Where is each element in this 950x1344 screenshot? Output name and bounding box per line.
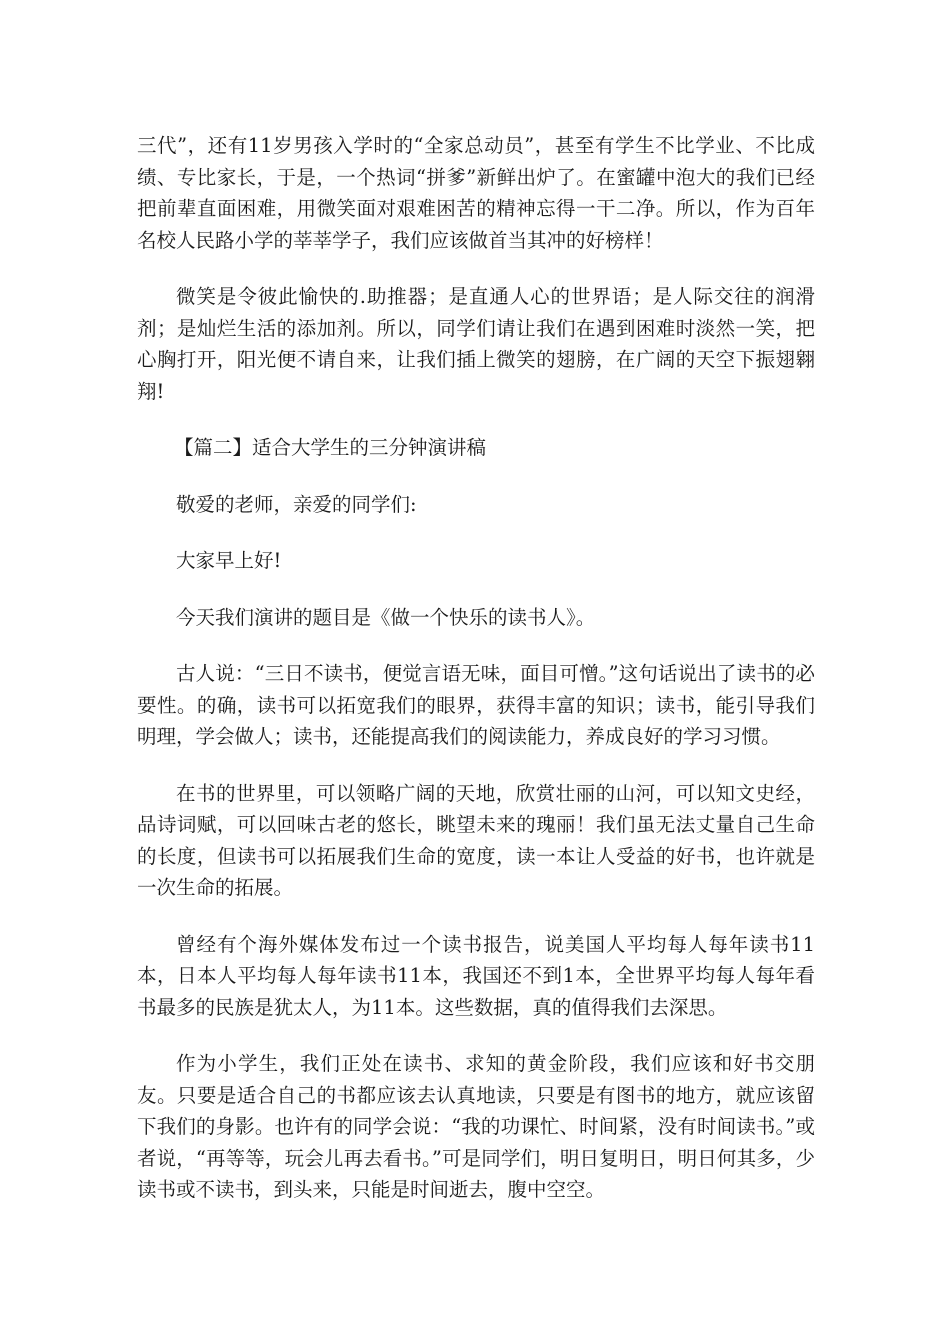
paragraph-continued-intro: 三代”，还有11岁男孩入学时的“全家总动员”，甚至有学生不比学业、不比成绩、专比家长，于是，一个热词“拼爹”新鲜出炉了。在蜜罐中泡大的我们已经把前辈直面困难，用微笑面对艰难困苦的精神忘得一干二净。所以，作为百年名校人民路小学的莘莘学子，我们应该做首当其冲的好榜样！ [137,134,815,252]
paragraph-students-reading: 作为小学生，我们正处在读书、求知的黄金阶段，我们应该和好书交朋友。只要是适合自己的书都应该去认真地读，只要是有图书的地方，就应该留下我们的身影。也许有的同学会说：“我的功课忙、时间紧，没有时间读书。”或者说，“再等等，玩会儿再去看书。”可是同学们，明日复明日，明日何其多，少读书或不读书，到头来，只能是时间逝去，腹中空空。 [137,1052,815,1201]
paragraph-ancient-saying: 古人说：“三日不读书，便觉言语无味，面目可憎。”这句话说出了读书的必要性。的确，读书可以拓宽我们的眼界，获得丰富的知识；读书，能引导我们明理，学会做人；读书，还能提高我们的阅读能力，养成良好的学习习惯。 [137,662,815,748]
section-heading-part-two: 【篇二】适合大学生的三分钟演讲稿 [174,436,487,459]
paragraph-good-morning: 大家早上好! [176,549,282,572]
paragraph-greeting: 敬爱的老师，亲爱的同学们: [176,492,417,516]
document-page [137,130,815,1231]
paragraph-reading-report: 曾经有个海外媒体发布过一个读书报告，说美国人平均每人每年读书11本，日本人平均每人每年读书11本，我国还不到1本，全世界平均每人每年看书最多的民族是犹太人，为11本。这些数据，真的值得我们去深思。 [137,932,815,1019]
paragraph-smile: 微笑是令彼此愉快的.助推器；是直通人心的世界语；是人际交往的润滑剂；是灿烂生活的添加剂。所以，同学们请让我们在遇到困难时淡然一笑，把心胸打开，阳光便不请自来，让我们插上微笑的翅膀，在广阔的天空下振翅翱翔! [137,285,815,403]
paragraph-speech-title: 今天我们演讲的题目是《做一个快乐的读书人》。 [176,605,596,629]
paragraph-world-of-books: 在书的世界里，可以领略广阔的天地，欣赏壮丽的山河，可以知文史经，品诗词赋，可以回味古老的悠长，眺望未来的瑰丽！我们虽无法丈量自己生命的长度，但读书可以拓展我们生命的宽度，读一本让人受益的好书，也许就是一次生命的拓展。 [137,781,815,899]
